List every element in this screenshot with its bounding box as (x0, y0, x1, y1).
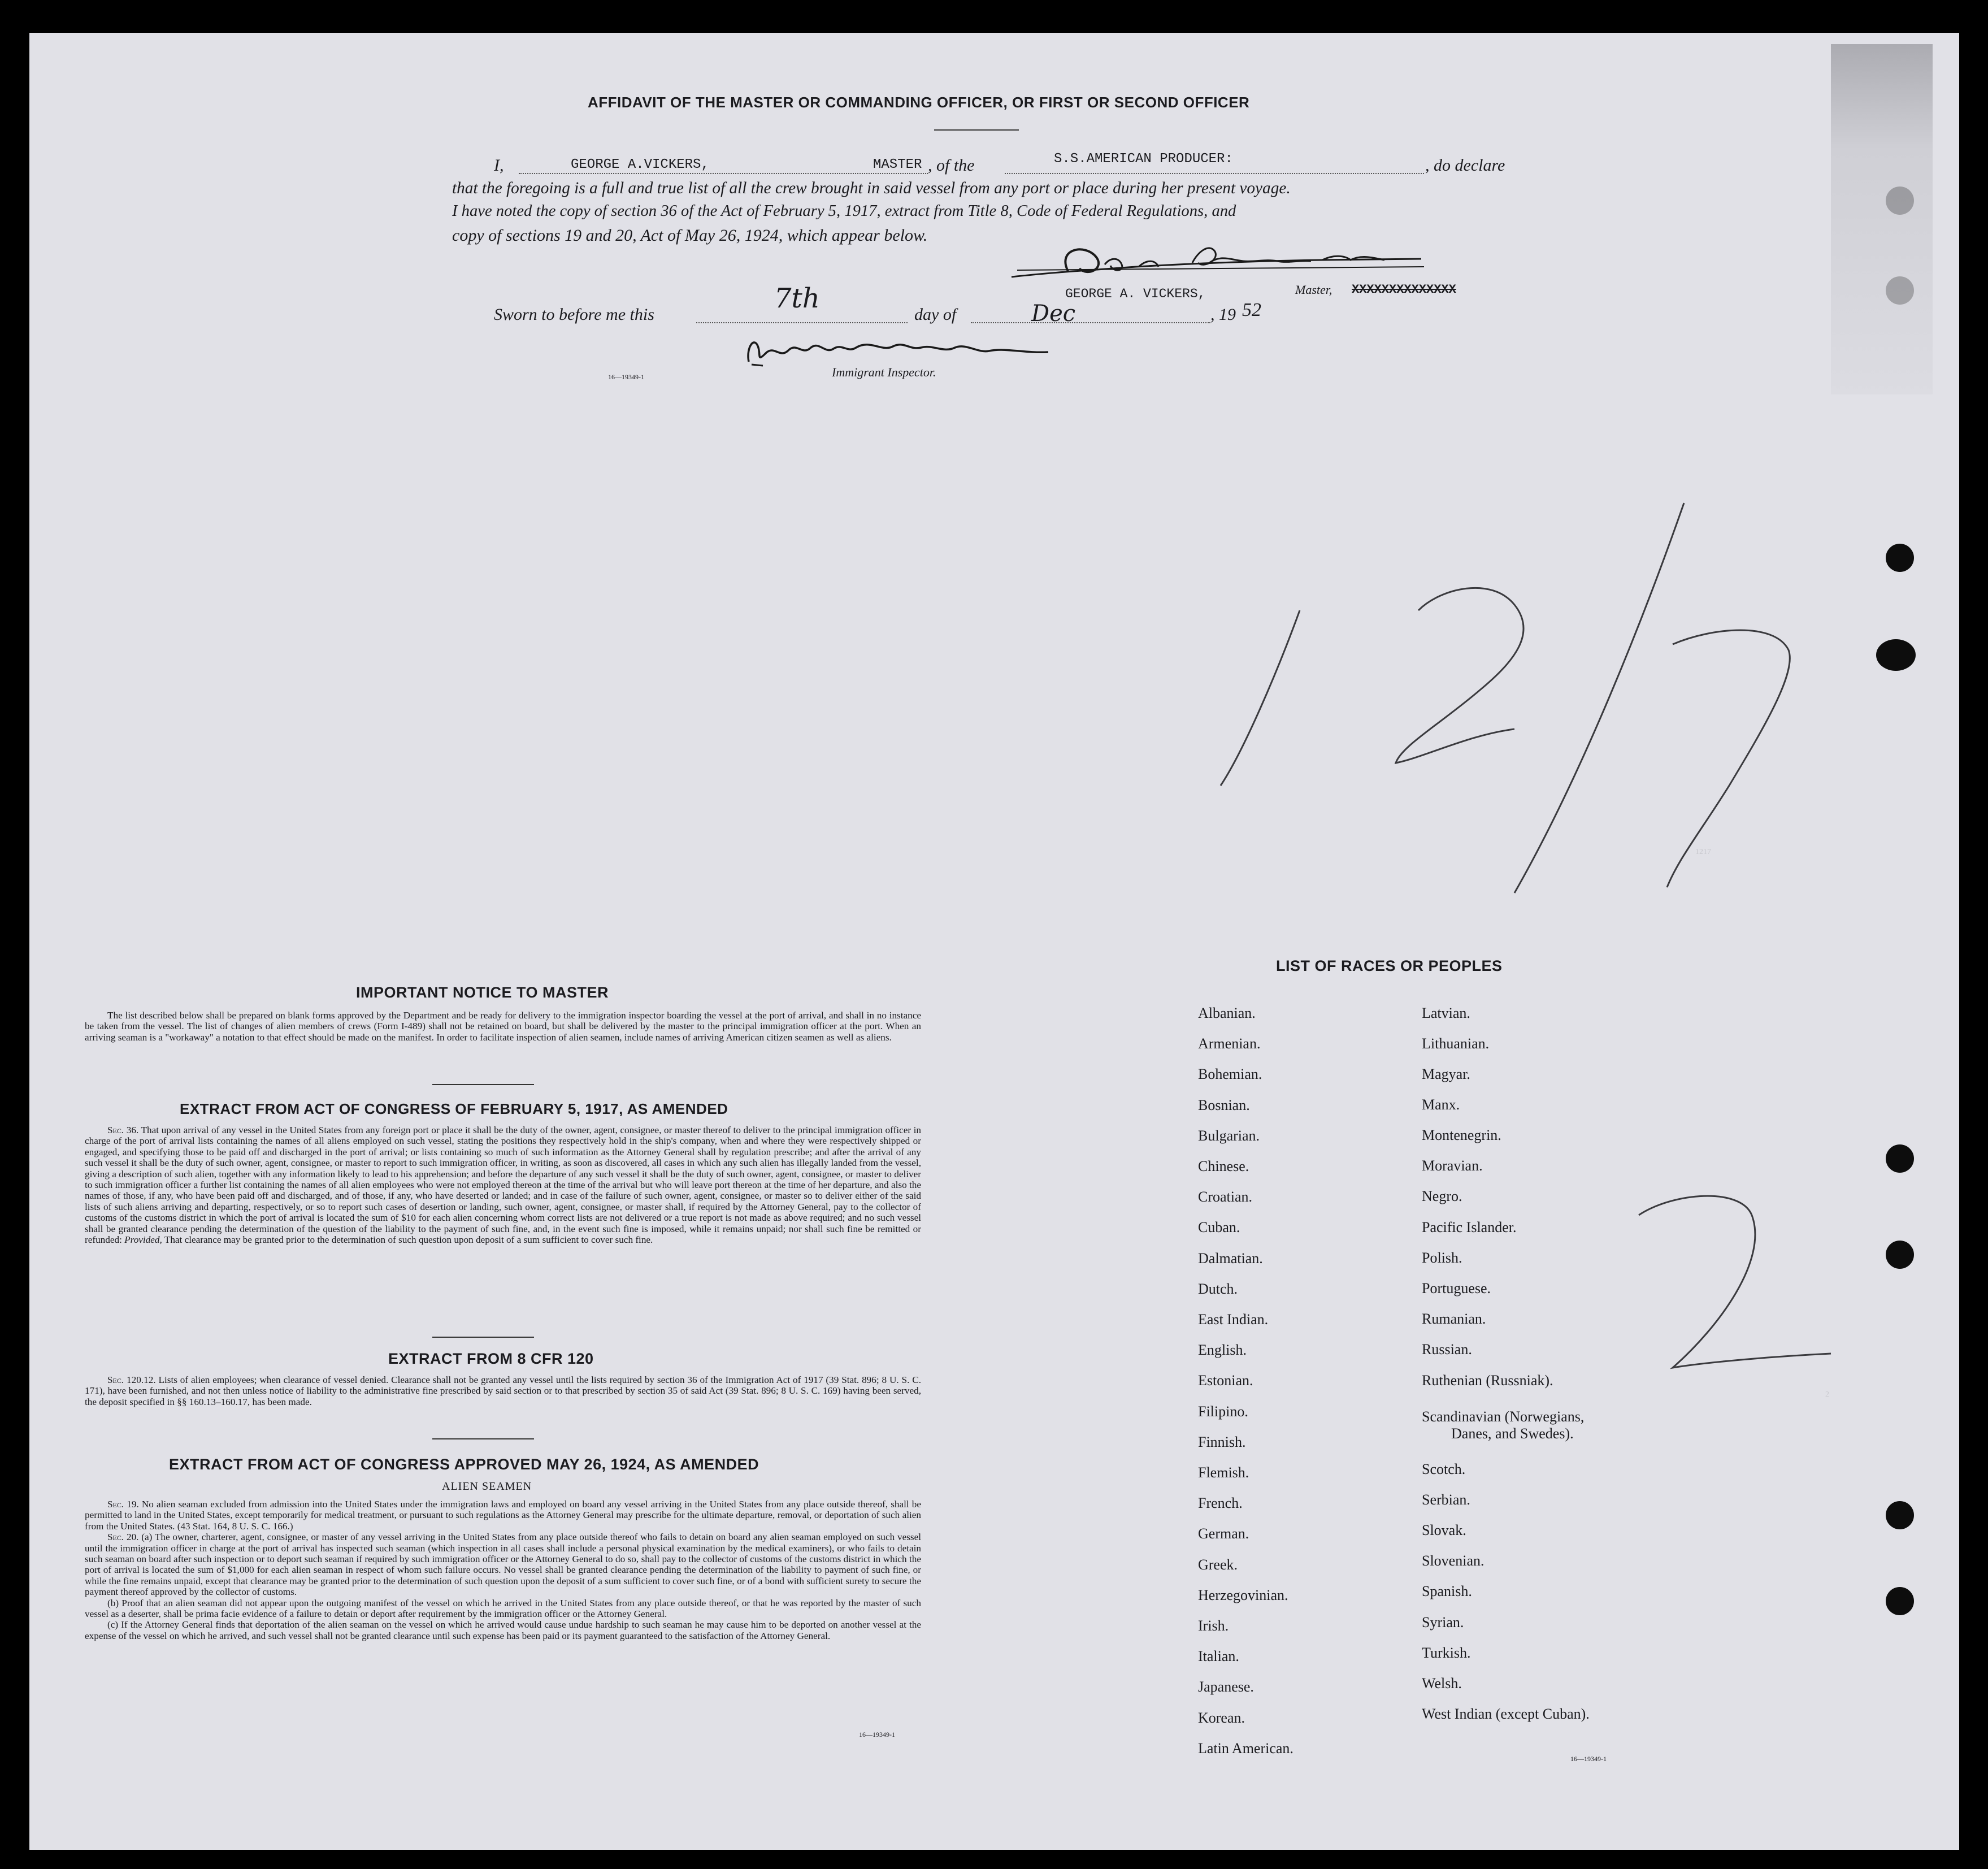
punch-hole (1886, 544, 1914, 572)
cfr-sec-label: Sec. 120.12. (107, 1374, 156, 1385)
race-item: Portuguese. (1422, 1280, 1491, 1296)
extract-1924-title: EXTRACT FROM ACT OF CONGRESS APPROVED MAY 26, 1924, AS AMENDED (169, 1456, 759, 1473)
i-label: I, (494, 156, 504, 175)
race-item: Slovenian. (1422, 1553, 1485, 1569)
race-item: Flemish. (1198, 1464, 1249, 1481)
declaration-line-2: that the foregoing is a full and true list of all the crew brought in said vessel from any port or place during her present voyage. (452, 179, 1291, 197)
affidavit-form-code: 16—19349-1 (608, 373, 644, 381)
race-item: Albanian. (1198, 1005, 1256, 1021)
sec20-label: Sec. 20. (107, 1532, 139, 1543)
race-item: Croatian. (1198, 1189, 1253, 1205)
race-item: French. (1198, 1495, 1243, 1512)
race-item: German. (1198, 1525, 1249, 1542)
title-rule (934, 129, 1019, 131)
cfr-body (85, 1374, 921, 1407)
big-number-text: 1217 (1695, 848, 1711, 856)
race-item: Dutch. (1198, 1280, 1238, 1297)
sworn-month-field (971, 305, 1210, 323)
notice-body (85, 1010, 921, 1043)
declaration-line-4: copy of sections 19 and 20, Act of May 26, 1924, which appear below. (452, 226, 928, 245)
race-item: Turkish. (1422, 1645, 1471, 1661)
race-item: Slovak. (1422, 1522, 1466, 1538)
sec20a-body: (a) The owner, charterer, agent, consignee, or master of any vessel arriving in the United States from any place outside thereof who fails to detain on board any alien seaman employed on such vessel until the immigration officer in charge at the port of arrival has inspected such seaman (which inspection in all cases shall include a personal physical examination by the medical examiners), or who fails to detain such seaman on board after such inspection or to deport such seaman if required by such immigration officer or the Attorney General to do so, shall pay to the collector of customs of the customs district in which the port of arrival is located the sum of $1,000 for each alien seaman in respect of whom such failure occurs. No vessel shall be granted clearance pending the determination of the liability to payment of such fine, or while the fine remains unpaid, except that clearance may be granted prior to the determination of such question upon the deposit of a sum sufficient to cover such fine, or of a bond with sufficient surety to secure the payment thereof approved by the collector of customs. (85, 1532, 921, 1598)
race-item: Polish. (1422, 1250, 1462, 1266)
sec19-body: No alien seaman excluded from admission into the United States under the immigration laws and employed on board any vessel arriving in the United States from any place outside thereof, shall be permitted to land in the United States, except temporarily for medical treatment, or pursuant to such regulations as the Attorney General may prescribe for the ultimate departure, removal, or deportation of such alien from the United States. (43 Stat. 164, 8 U. S. C. 166.) (85, 1499, 921, 1532)
race-item: Rumanian. (1422, 1311, 1486, 1327)
race-item: Latin American. (1198, 1740, 1293, 1757)
race-item: English. (1198, 1342, 1247, 1359)
of-the-label: , of the (928, 156, 975, 175)
master-label: Master, (1295, 283, 1332, 297)
notice-text: The list described below shall be prepared on blank forms approved by the Department and be ready for delivery to the immigration inspector boarding the vessel at the port of arrival, and shall in no instance be taken from the vessel. The list of changes of alien members of crews (Form I-489) shall not be retained on board, but shall be delivered by the master to the principal immigration officer at the port. When an arriving seaman is a "workaway" a notation to that effect should be made on the manifest. In order to facilitate inspection of alien seamen, include names of arriving American citizen seamen as well as aliens. (85, 1010, 921, 1043)
race-item: Chinese. (1198, 1158, 1249, 1174)
race-item: Manx. (1422, 1096, 1460, 1113)
race-item: Negro. (1422, 1188, 1462, 1204)
punch-hole (1876, 639, 1916, 671)
punch-hole (1886, 1501, 1914, 1529)
race-item: Armenian. (1198, 1035, 1261, 1052)
race-item: West Indian (except Cuban). (1422, 1706, 1590, 1722)
race-item: Lithuanian. (1422, 1035, 1490, 1052)
race-item: Spanish. (1422, 1583, 1472, 1599)
affidavit-title: AFFIDAVIT OF THE MASTER OR COMMANDING OFFICER, OR FIRST OR SECOND OFFICER (588, 94, 1250, 111)
sec36-body: That upon arrival of any vessel in the United States from any foreign port or place it shall be the duty of the owner, agent, consignee, or master thereof to deliver to the principal immigration officer in charge of the port of arrival lists containing the names of all aliens employed on such vessel, stating the positions they respectively hold in the ship's company, when and where they were respectively shipped or engaged, and specifying those to be paid off and discharged in the port of arrival; or lists containing so much of such information as the Attorney General shall by regulation prescribe; and after the arrival of any such vessel it shall be the duty of such owner, agent, consignee, or master to report to such immigration officer, in writing, as soon as discovered, all cases in which any such alien has illegally landed from the vessel, giving a description of such alien, together with any information likely to lead to his apprehension; and before the departure of any such vessel it shall be the duty of such owner, agent, consignee, or master to deliver to such immigration officer a further list containing the names of all alien employees who were not employed thereon at the time of the arrival but who will leave port thereon at the time of her departure, and also the names of those, if any, who have been paid off and discharged, and of those, if any, who have deserted or landed; and in case of the failure of such owner, agent, consignee, or master so to deliver either of the said lists of such aliens arriving and departing, respectively, or so to report such cases of desertion or landing, such owner, agent, consignee, or master shall, if required by the Attorney General, pay to the collector of customs of the customs district in which the port of arrival is located the sum of $10 for each alien concerning whom correct lists are not delivered or a true report is not made as above required; and no such vessel shall be granted clearance pending the determination of the question of the liability to the payment of such fine, and, in the event such fine is imposed, while it remains unpaid; nor shall such fine be remitted or refunded: (85, 1125, 921, 1246)
race-item: Scandinavian (Norwegians, (1422, 1408, 1585, 1425)
punch-hole (1886, 1587, 1914, 1615)
sec36-text (85, 1125, 921, 1245)
race-item: Scotch. (1422, 1461, 1466, 1477)
race-item: Bosnian. (1198, 1096, 1250, 1113)
extract-1917-title: EXTRACT FROM ACT OF CONGRESS OF FEBRUARY 5, 1917, AS AMENDED (180, 1100, 728, 1117)
race-item: Italian. (1198, 1648, 1239, 1665)
provided-word: Provided, (124, 1234, 162, 1246)
race-item: Estonian. (1198, 1372, 1253, 1389)
day-of-label: day of (914, 305, 957, 324)
cfr-sec-body: Lists of alien employees; when clearance of vessel denied. Clearance shall not be granted any vessel until the lists required by section 36 of the Immigration Act of 1917 (39 Stat. 896; 8 U. S. C. 171), have been furnished, and not then unless notice of liability to the administrative fine prescribed by said section or to that prescribed by section 35 of said Act (39 Stat. 896; 8 U. S. C. 169) having been served, the deposit specified in §§ 160.13–160.17, has been made. (85, 1374, 922, 1407)
year-suffix: 52 (1242, 300, 1261, 320)
sworn-day: 7th (774, 283, 820, 314)
race-item: Ruthenian (Russniak). (1422, 1372, 1553, 1389)
typed-master-name: GEORGE A. VICKERS, (1065, 287, 1206, 301)
race-item: Bohemian. (1198, 1066, 1262, 1083)
extract-1917-body (85, 1125, 921, 1245)
race-item: Syrian. (1422, 1614, 1464, 1631)
sworn-month: Dec (1031, 301, 1076, 327)
race-item: Magyar. (1422, 1066, 1470, 1082)
race-item: Finnish. (1198, 1433, 1246, 1450)
section-rule (432, 1084, 534, 1085)
extract-1924-body (85, 1499, 921, 1641)
declaration-line-3: I have noted the copy of section 36 of the Act of February 5, 1917, extract from Title 8, Code of Federal Regulations, and (452, 202, 1236, 220)
section-rule (432, 1337, 534, 1338)
races-form-code: 16—19349-1 (1570, 1755, 1607, 1763)
sec19-text (85, 1499, 921, 1532)
alien-seamen-subtitle: ALIEN SEAMEN (442, 1480, 532, 1493)
race-item: Russian. (1422, 1341, 1472, 1358)
race-item: Greek. (1198, 1556, 1238, 1573)
sec19-label: Sec. 19. (107, 1499, 139, 1510)
race-item: Latvian. (1422, 1005, 1470, 1021)
paper-stain (1831, 44, 1933, 394)
race-item: Pacific Islander. (1422, 1219, 1517, 1235)
officer-rank: MASTER (873, 157, 922, 172)
race-item: Danes, and Swedes). (1451, 1425, 1574, 1442)
race-item: Montenegrin. (1422, 1127, 1501, 1143)
side-number-text: 2 (1825, 1390, 1829, 1399)
sec36-end: That clearance may be granted prior to the determination of such question upon deposit of a sum sufficient to cover such fine. (164, 1234, 653, 1246)
year-prefix: , 19 (1210, 305, 1236, 324)
race-item: Irish. (1198, 1618, 1229, 1634)
punch-hole (1886, 1144, 1914, 1173)
race-item: Filipino. (1198, 1403, 1248, 1420)
race-item: Serbian. (1422, 1491, 1470, 1508)
sec20c-text: (c) If the Attorney General finds that deportation of the alien seaman on the vessel on which he arrived would cause undue hardship to such seaman he may cause him to be deported on another vessel at the expense of the vessel on which he arrived, and such vessel shall not be granted clearance until such expense has been paid or its payment guaranteed to the satisfaction of the Attorney General. (85, 1619, 921, 1641)
race-item: Bulgarian. (1198, 1127, 1260, 1144)
race-item: Japanese. (1198, 1679, 1254, 1695)
race-item: Dalmatian. (1198, 1250, 1263, 1267)
section-rule (432, 1438, 534, 1439)
race-item: Herzegovinian. (1198, 1586, 1288, 1603)
race-item: East Indian. (1198, 1311, 1269, 1328)
cfr-title: EXTRACT FROM 8 CFR 120 (388, 1350, 594, 1367)
races-title: LIST OF RACES OR PEOPLES (1276, 957, 1503, 974)
notice-title: IMPORTANT NOTICE TO MASTER (356, 984, 609, 1001)
race-item: Welsh. (1422, 1675, 1462, 1692)
vessel-name: S.S.AMERICAN PRODUCER: (1054, 151, 1233, 167)
sec20a-text (85, 1532, 921, 1597)
sworn-label: Sworn to before me this (494, 305, 654, 324)
cfr-text (85, 1374, 921, 1407)
struck-title: XXXXXXXXXXXXXX (1352, 283, 1456, 297)
inspector-label: Immigrant Inspector. (832, 365, 936, 379)
punch-hole (1886, 1241, 1914, 1269)
race-item: Cuban. (1198, 1219, 1240, 1236)
handwritten-side-number (1605, 1181, 1842, 1419)
handwritten-number (1175, 492, 1808, 899)
sec36-label: Sec. 36. (107, 1125, 139, 1135)
sec20b-text: (b) Proof that an alien seaman did not appear upon the outgoing manifest of the vessel on which he arrived in the United States from any place outside thereof, or that he was reported by the master of such vessel as a deserter, shall be prima facie evidence of a failure to detain or deport after requirement by the immigration officer or the Attorney General. (85, 1597, 921, 1620)
race-item: Korean. (1198, 1709, 1245, 1726)
notice-form-code: 16—19349-1 (859, 1731, 895, 1738)
do-declare-label: , do declare (1425, 156, 1505, 175)
race-item: Moravian. (1422, 1157, 1483, 1174)
officer-name: GEORGE A.VICKERS, (571, 157, 709, 172)
